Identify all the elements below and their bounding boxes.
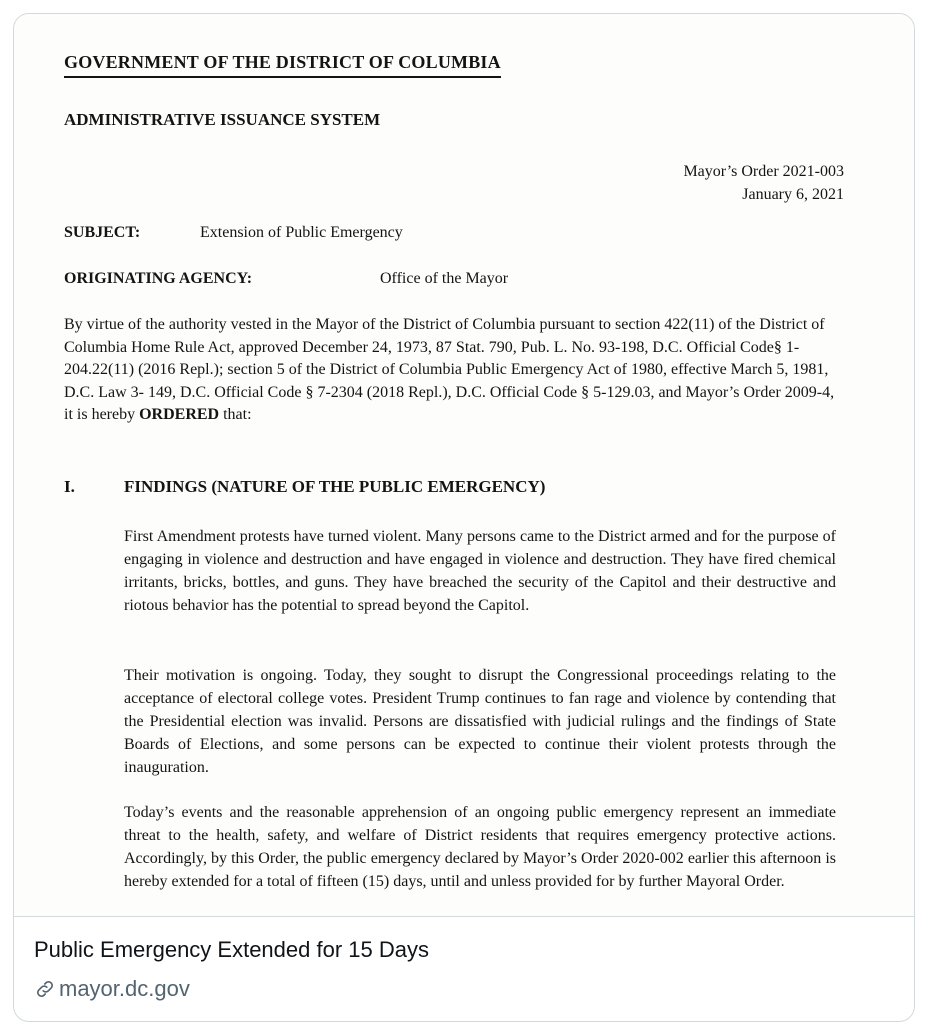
preamble bbox=[64, 314, 844, 427]
card-divider bbox=[14, 916, 914, 917]
order-date: January 6, 2021 bbox=[742, 186, 844, 203]
order-info bbox=[683, 160, 844, 206]
order-number: Mayor’s Order 2021-003 bbox=[683, 163, 844, 180]
link-preview-card[interactable] bbox=[13, 13, 915, 1022]
preamble-end: that: bbox=[223, 406, 252, 423]
document-image[interactable] bbox=[14, 14, 914, 916]
subject-value: Extension of Public Emergency bbox=[200, 224, 403, 241]
subject-line bbox=[64, 224, 403, 242]
document-header: GOVERNMENT OF THE DISTRICT OF COLUMBIA bbox=[64, 52, 501, 78]
section-title: FINDINGS (NATURE OF THE PUBLIC EMERGENCY) bbox=[124, 477, 546, 496]
agency-value: Office of the Mayor bbox=[380, 270, 509, 287]
section-heading bbox=[64, 477, 545, 497]
findings-paragraph: First Amendment protests have turned violent. Many persons came to the District armed and for the purpose of engaging in violence and destruction and have engaged in violence and destruction. They have fired chemical irritants, bricks, bottles, and guns. They have breached the security of the Capitol and their destructive and riotous behavior has the potential to spread beyond the Capitol. bbox=[124, 528, 836, 614]
issuance-system: ADMINISTRATIVE ISSUANCE SYSTEM bbox=[64, 110, 381, 129]
preamble-text: By virtue of the authority vested in the Mayor of the District of Columbia pursuant to section 422(11) of the District of Columbia Home Rule Act, approved December 24, 1973, 87 Stat. 790, Pub. L. No. 93-198, D.C. Official Code§ 1-204.22(11) (2016 Repl.); section 5 of the District of Columbia Public Emergency Act of 1980, effective March 5, 1981, D.C. Law 3- 149, D.C. Official Code § 7-2304 (2018 Repl.), D.C. Official Code § 5-129.03, and Mayor’s Order 2009-4, it is hereby bbox=[64, 316, 835, 423]
link-icon bbox=[34, 978, 56, 1000]
agency-line bbox=[64, 270, 508, 288]
agency-label: ORIGINATING AGENCY: bbox=[64, 270, 253, 287]
section-number: I. bbox=[64, 477, 75, 496]
link-domain-text: mayor.dc.gov bbox=[59, 976, 190, 1001]
link-domain[interactable] bbox=[34, 976, 190, 1002]
findings-paragraph: Their motivation is ongoing. Today, they sought to disrupt the Congressional proceedings relating to the acceptance of electoral college votes. President Trump continues to fan rage and violence by contending that the Presidential election was invalid. Persons are dissatisfied with judicial rulings and the findings of State Boards of Elections, and some persons can be expected to continue their violent protests through the inauguration. bbox=[124, 667, 836, 776]
preamble-ordered: ORDERED bbox=[139, 406, 220, 423]
findings-paragraph: Today’s events and the reasonable apprehension of an ongoing public emergency represent an immediate threat to the health, safety, and welfare of District residents that requires emergency protective actions. Accordingly, by this Order, the public emergency declared by Mayor’s Order 2020-002 earlier this afternoon is hereby extended for a total of fifteen (15) days, until and unless provided for by further Mayoral Order. bbox=[124, 804, 836, 890]
subject-label: SUBJECT: bbox=[64, 224, 141, 241]
link-title[interactable]: Public Emergency Extended for 15 Days bbox=[34, 937, 429, 962]
